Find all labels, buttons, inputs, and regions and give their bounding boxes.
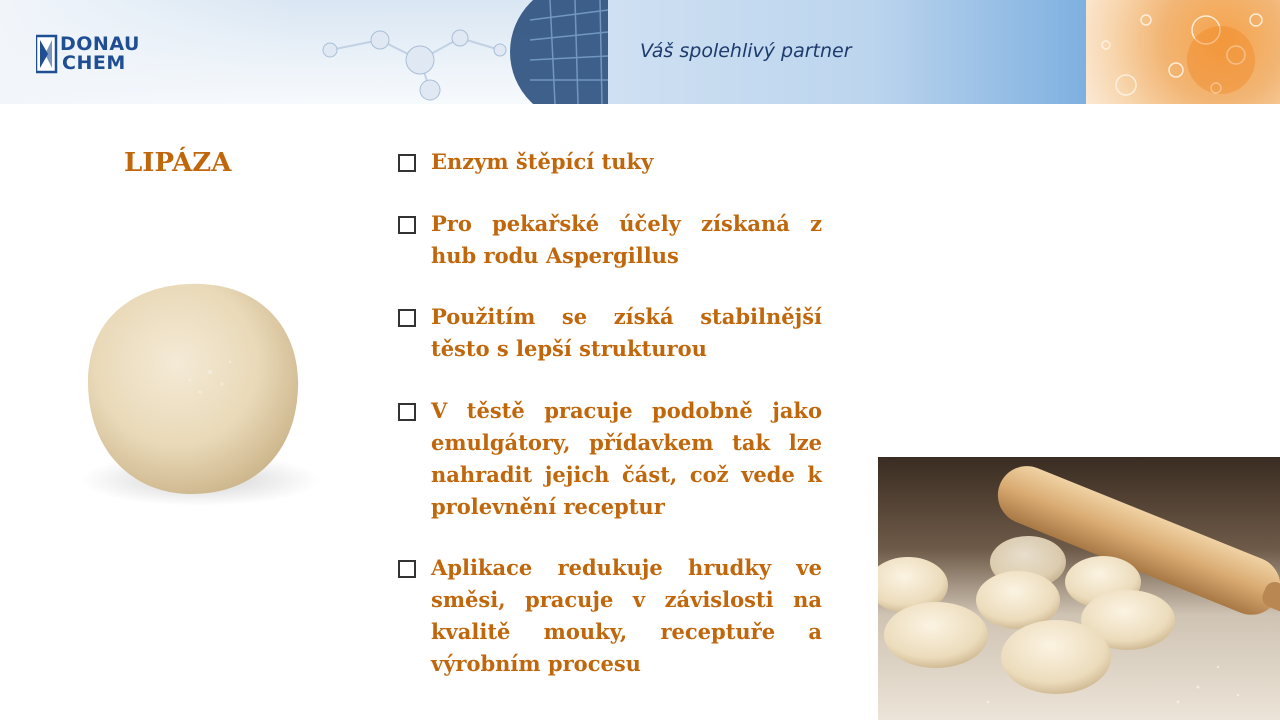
dough-rolls-rolling-pin-photo — [878, 457, 1280, 720]
bullet-text: Použitím se získá stabilnější těsto s lepší strukturou — [431, 304, 822, 361]
logo-line-2: CHEM — [62, 52, 126, 74]
bullet-item — [396, 395, 822, 523]
bullet-item — [396, 552, 822, 680]
bullet-item — [396, 146, 822, 178]
checkbox-bullet-icon — [398, 403, 416, 421]
checkbox-bullet-icon — [398, 216, 416, 234]
tagline: Váš spolehlivý partner — [640, 40, 852, 62]
slide-title: LIPÁZA — [124, 148, 232, 178]
checkbox-bullet-icon — [398, 560, 416, 578]
bullet-text: Enzym štěpící tuky — [431, 149, 654, 174]
bread-rolls-photo-icon — [878, 457, 1280, 720]
logo-line-1: DONAU — [60, 33, 140, 55]
bullet-item — [396, 208, 822, 272]
dough-ball-image — [60, 262, 330, 522]
bullet-list — [396, 146, 822, 710]
header-oil-bubbles-image — [1086, 0, 1280, 104]
logo-wordmark — [60, 35, 140, 73]
bullet-text: V těstě pracuje podobně jako emulgátory, přídavkem tak lze nahradit jejich část, což vede k prolevnění receptur — [431, 397, 822, 519]
bubbles-decoration-icon — [1086, 0, 1280, 104]
dough-ball-icon — [60, 262, 330, 522]
bullet-text: Aplikace redukuje hrudky ve směsi, pracuje v závislosti na kvalitě mouky, receptuře a výrobním procesu — [431, 555, 822, 676]
bullet-text: Pro pekařské účely získaná z hub rodu Aspergillus — [431, 210, 822, 268]
header-banner — [0, 0, 1280, 104]
checkbox-bullet-icon — [398, 154, 416, 172]
bullet-item — [396, 301, 822, 365]
checkbox-bullet-icon — [398, 309, 416, 327]
